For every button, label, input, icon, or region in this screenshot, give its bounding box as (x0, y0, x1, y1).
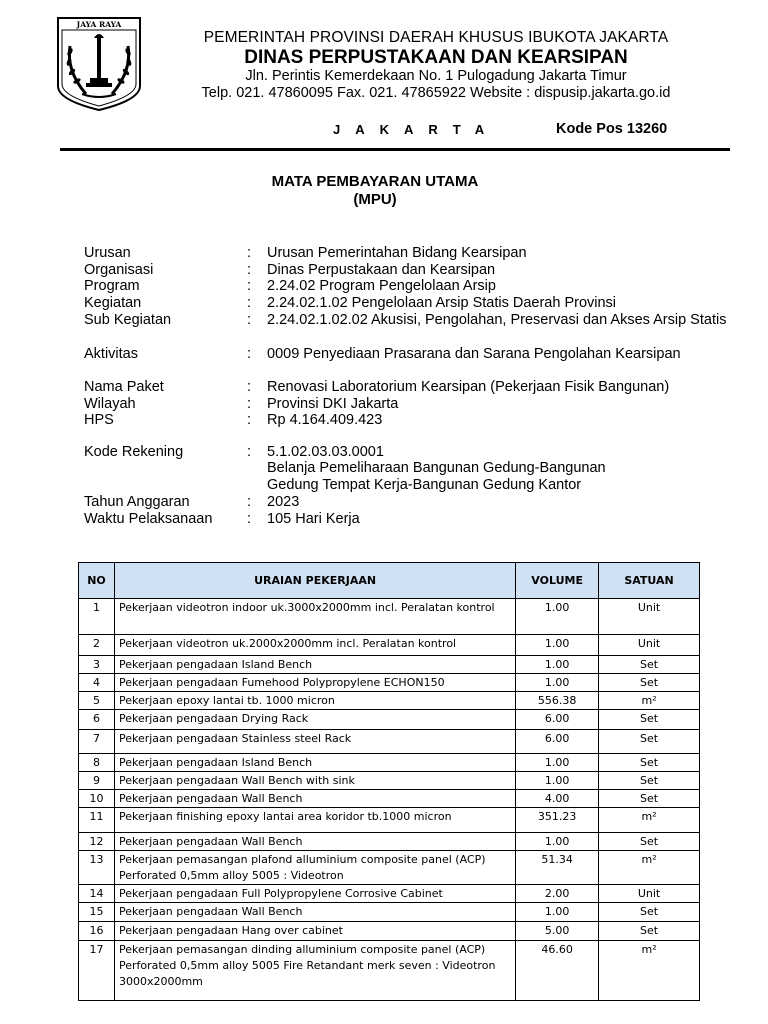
row-volume: 1.00 (516, 599, 599, 635)
table-row (79, 833, 700, 851)
row-volume: 46.60 (516, 941, 599, 1001)
info-colon: : (247, 444, 252, 460)
row-unit: Set (599, 656, 700, 674)
row-description: Pekerjaan pengadaan Wall Bench (114, 903, 515, 922)
table-header-row (79, 563, 700, 599)
row-description: Pekerjaan pemasangan plafond alluminium composite panel (ACP) Perforated 0,5mm alloy 5005 : Videotron (114, 851, 515, 885)
row-description: Pekerjaan pengadaan Hang over cabinet (114, 922, 515, 941)
row-number: 17 (79, 941, 115, 1001)
row-description: Pekerjaan pengadaan Wall Bench with sink (114, 772, 515, 790)
jakarta-emblem-logo (56, 16, 142, 112)
info-colon: : (247, 312, 252, 328)
row-unit: Set (599, 754, 700, 772)
row-volume: 1.00 (516, 772, 599, 790)
table-row (79, 903, 700, 922)
row-unit: Set (599, 710, 700, 730)
row-unit: Set (599, 772, 700, 790)
info-value: 2023 (267, 494, 300, 510)
row-number: 4 (79, 674, 115, 692)
info-value: Belanja Pemeliharaan Bangunan Gedung-Bangunan Gedung Tempat Kerja-Bangunan Gedung Kantor (267, 460, 606, 493)
row-unit: Unit (599, 635, 700, 656)
letterhead-postal-code: Kode Pos 13260 (556, 121, 668, 137)
row-unit: m² (599, 941, 700, 1001)
info-value: Dinas Perpustakaan dan Kearsipan (267, 262, 496, 278)
table-row (79, 635, 700, 656)
row-volume: 1.00 (516, 833, 599, 851)
row-volume: 5.00 (516, 922, 599, 941)
row-volume: 6.00 (516, 730, 599, 754)
row-volume: 1.00 (516, 656, 599, 674)
table-row (79, 730, 700, 754)
table-row (79, 885, 700, 903)
info-colon: : (247, 511, 252, 527)
info-colon: : (247, 412, 252, 428)
table-row (79, 692, 700, 710)
info-value: 2.24.02.1.02.02 Akusisi, Pengolahan, Preservasi dan Akses Arsip Statis (267, 312, 727, 328)
info-label: Organisasi (84, 262, 154, 278)
row-volume: 1.00 (516, 903, 599, 922)
info-colon: : (247, 396, 252, 412)
row-volume: 6.00 (516, 710, 599, 730)
info-label: Waktu Pelaksanaan (84, 511, 213, 527)
info-label: Kode Rekening (84, 444, 184, 460)
info-value: 105 Hari Kerja (267, 511, 360, 527)
info-label: Program (84, 278, 140, 294)
document-title: MATA PEMBAYARAN UTAMA (271, 173, 479, 190)
row-description: Pekerjaan pengadaan Fumehood Polypropylene ECHON150 (114, 674, 515, 692)
document-subtitle: (MPU) (353, 191, 397, 208)
row-number: 7 (79, 730, 115, 754)
row-description: Pekerjaan videotron indoor uk.3000x2000mm incl. Peralatan kontrol (114, 599, 515, 635)
info-value: 5.1.02.03.03.0001 (267, 444, 384, 460)
row-unit: Unit (599, 599, 700, 635)
table-row (79, 710, 700, 730)
info-value: Renovasi Laboratorium Kearsipan (Pekerjaan Fisik Bangunan) (267, 379, 670, 395)
letterhead-agency-name: DINAS PERPUSTAKAAN DAN KEARSIPAN (244, 47, 628, 68)
row-description: Pekerjaan pengadaan Wall Bench (114, 833, 515, 851)
column-header-no: NO (79, 563, 115, 599)
info-colon: : (247, 346, 252, 362)
info-colon: : (247, 379, 252, 395)
info-colon: : (247, 245, 252, 261)
info-value: Provinsi DKI Jakarta (267, 396, 399, 412)
row-volume: 351.23 (516, 808, 599, 833)
row-number: 2 (79, 635, 115, 656)
row-volume: 1.00 (516, 754, 599, 772)
table-row (79, 674, 700, 692)
row-number: 9 (79, 772, 115, 790)
column-header-unit: SATUAN (599, 563, 700, 599)
letterhead-divider (60, 148, 730, 151)
row-number: 8 (79, 754, 115, 772)
row-description: Pekerjaan pengadaan Full Polypropylene Corrosive Cabinet (114, 885, 515, 903)
row-volume: 1.00 (516, 674, 599, 692)
row-number: 3 (79, 656, 115, 674)
logo-text: JAYA RAYA (76, 20, 122, 29)
work-items-table (78, 562, 700, 1001)
table-row (79, 772, 700, 790)
table-row (79, 922, 700, 941)
info-label: Aktivitas (84, 346, 138, 362)
row-volume: 4.00 (516, 790, 599, 808)
table-row (79, 790, 700, 808)
row-number: 5 (79, 692, 115, 710)
row-description: Pekerjaan epoxy lantai tb. 1000 micron (114, 692, 515, 710)
info-label: Sub Kegiatan (84, 312, 172, 328)
letterhead-address: Jln. Perintis Kemerdekaan No. 1 Pulogadung Jakarta Timur (245, 68, 627, 84)
letterhead-contact: Telp. 021. 47860095 Fax. 021. 47865922 Website : dispusip.jakarta.go.id (201, 85, 671, 101)
row-description: Pekerjaan pengadaan Island Bench (114, 656, 515, 674)
row-number: 14 (79, 885, 115, 903)
row-number: 16 (79, 922, 115, 941)
row-unit: m² (599, 851, 700, 885)
row-volume: 556.38 (516, 692, 599, 710)
row-volume: 51.34 (516, 851, 599, 885)
row-unit: Set (599, 790, 700, 808)
info-value: 2.24.02.1.02 Pengelolaan Arsip Statis Daerah Provinsi (267, 295, 617, 311)
row-number: 1 (79, 599, 115, 635)
info-label: Tahun Anggaran (84, 494, 190, 510)
info-colon: : (247, 295, 252, 311)
row-description: Pekerjaan pengadaan Stainless steel Rack (114, 730, 515, 754)
row-unit: Set (599, 674, 700, 692)
row-unit: Set (599, 903, 700, 922)
column-header-volume: VOLUME (516, 563, 599, 599)
row-unit: Set (599, 922, 700, 941)
letterhead-city: JAKARTA (333, 122, 500, 137)
info-label: Nama Paket (84, 379, 164, 395)
row-unit: Set (599, 833, 700, 851)
info-value: 0009 Penyediaan Prasarana dan Sarana Pengolahan Kearsipan (267, 346, 681, 362)
row-unit: m² (599, 692, 700, 710)
info-value: 2.24.02 Program Pengelolaan Arsip (267, 278, 496, 294)
table-row (79, 656, 700, 674)
row-description: Pekerjaan pengadaan Island Bench (114, 754, 515, 772)
row-number: 15 (79, 903, 115, 922)
info-colon: : (247, 278, 252, 294)
info-label: Wilayah (84, 396, 136, 412)
letterhead-government-line: PEMERINTAH PROVINSI DAERAH KHUSUS IBUKOTA JAKARTA (203, 29, 669, 46)
row-volume: 1.00 (516, 635, 599, 656)
row-description: Pekerjaan pemasangan dinding alluminium composite panel (ACP) Perforated 0,5mm alloy 5005 Fire Retandant merk seven : Videotron 3000x2000mm (114, 941, 515, 1001)
table-row (79, 754, 700, 772)
row-description: Pekerjaan videotron uk.2000x2000mm incl. Peralatan kontrol (114, 635, 515, 656)
table-row (79, 599, 700, 635)
row-description: Pekerjaan finishing epoxy lantai area koridor tb.1000 micron (114, 808, 515, 833)
table-row (79, 851, 700, 885)
row-unit: Unit (599, 885, 700, 903)
info-value: Rp 4.164.409.423 (267, 412, 383, 428)
info-colon: : (247, 262, 252, 278)
table-row (79, 941, 700, 1001)
row-number: 13 (79, 851, 115, 885)
row-number: 10 (79, 790, 115, 808)
row-unit: Set (599, 730, 700, 754)
table-row (79, 808, 700, 833)
row-unit: m² (599, 808, 700, 833)
row-description: Pekerjaan pengadaan Wall Bench (114, 790, 515, 808)
info-value: Urusan Pemerintahan Bidang Kearsipan (267, 245, 527, 261)
row-volume: 2.00 (516, 885, 599, 903)
info-label: Kegiatan (84, 295, 142, 311)
row-number: 12 (79, 833, 115, 851)
column-header-description: URAIAN PEKERJAAN (114, 563, 515, 599)
row-number: 6 (79, 710, 115, 730)
info-label: Urusan (84, 245, 131, 261)
row-number: 11 (79, 808, 115, 833)
info-label: HPS (84, 412, 114, 428)
info-colon: : (247, 494, 252, 510)
row-description: Pekerjaan pengadaan Drying Rack (114, 710, 515, 730)
